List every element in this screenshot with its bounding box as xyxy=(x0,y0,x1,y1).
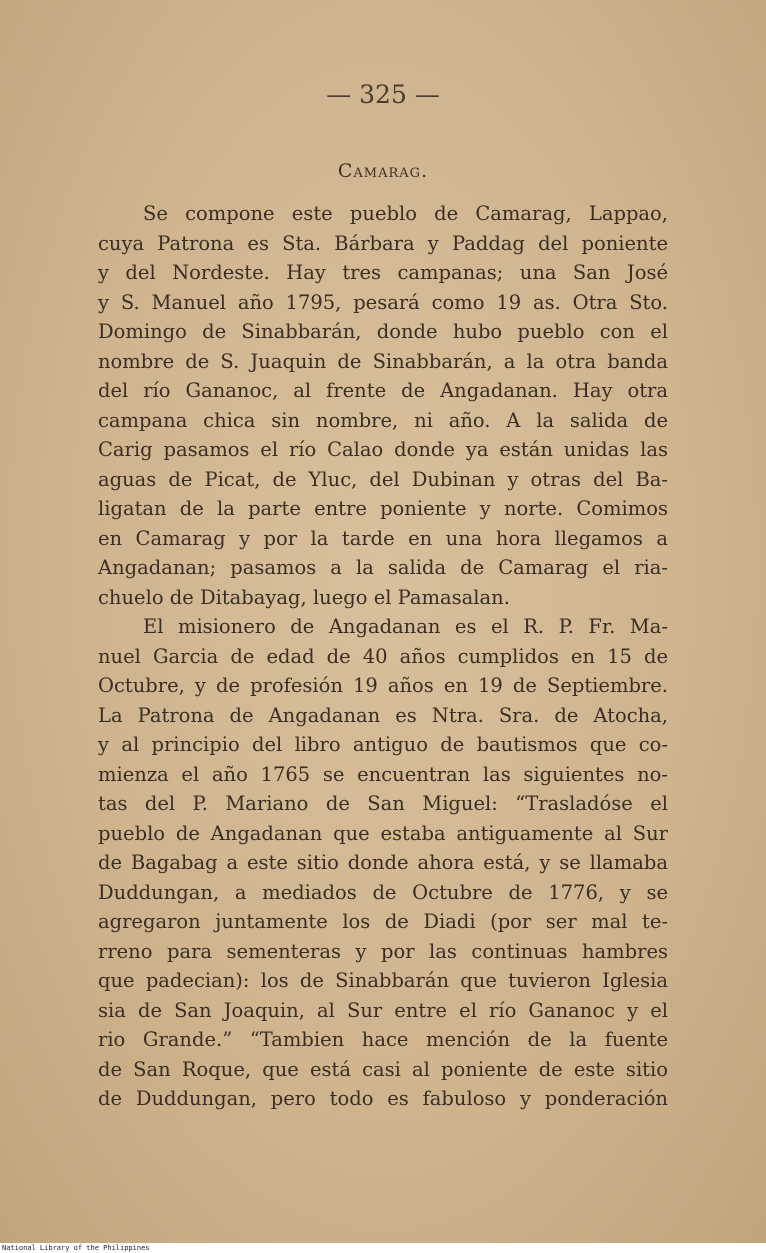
text-line: y al principio del libro antiguo de bautismos que co- xyxy=(98,733,668,756)
text-line: Domingo de Sinabbarán, donde hubo pueblo con el xyxy=(98,320,668,343)
text-line: El misionero de Angadanan es el R. P. Fr. Ma- xyxy=(143,615,668,638)
text-line: de Bagabag a este sitio donde ahora está, y se llamaba xyxy=(98,851,668,874)
text-line: mienza el año 1765 se encuentran las siguientes no- xyxy=(98,762,668,786)
text-line: La Patrona de Angadanan es Ntra. Sra. de Atocha, xyxy=(98,703,668,727)
text-line: rio Grande.” “Tambien hace mención de la fuente xyxy=(98,1028,668,1051)
text-line: Duddungan, a mediados de Octubre de 1776, y se xyxy=(98,880,668,904)
text-line: ligatan de la parte entre poniente y norte. Comimos xyxy=(98,497,668,520)
text-line: de Duddungan, pero todo es fabuloso y ponderación xyxy=(98,1087,668,1110)
text-line: nombre de S. Juaquin de Sinabbarán, a la otra banda xyxy=(98,349,668,373)
text-line: rreno para sementeras y por las continuas hambres xyxy=(98,939,668,963)
text-line: campana chica sin nombre, ni año. A la salida de xyxy=(98,408,668,432)
text-line: chuelo de Ditabayag, luego el Pamasalan. xyxy=(98,585,510,609)
text-line: nuel Garcia de edad de 40 años cumplidos en 15 de xyxy=(98,644,668,668)
section-heading: Camarag. xyxy=(337,160,429,182)
text-line: aguas de Picat, de Yluc, del Dubinan y otras del Ba- xyxy=(98,467,668,491)
text-line: Carig pasamos el río Calao donde ya están unidas las xyxy=(98,438,668,461)
text-line: del río Gananoc, al frente de Angadanan. Hay otra xyxy=(98,379,668,402)
footer-credit: National Library of the Philippines xyxy=(2,1244,150,1252)
text-line: y S. Manuel año 1795, pesará como 19 as. Otra Sto. xyxy=(98,290,668,314)
text-line: Se compone este pueblo de Camarag, Lappao, xyxy=(143,202,668,225)
text-line: que padecian): los de Sinabbarán que tuvieron Iglesia xyxy=(98,969,668,992)
text-line: Octubre, y de profesión 19 años en 19 de Septiembre. xyxy=(98,674,668,697)
text-line: de San Roque, que está casi al poniente de este sitio xyxy=(98,1057,668,1081)
text-line: agregaron juntamente los de Diadi (por ser mal te- xyxy=(98,910,668,933)
text-line: tas del P. Mariano de San Miguel: “Trasladóse el xyxy=(98,792,668,815)
text-line: sia de San Joaquin, al Sur entre el río Gananoc y el xyxy=(98,998,668,1022)
text-line: cuya Patrona es Sta. Bárbara y Paddag del poniente xyxy=(98,231,668,255)
text-line: pueblo de Angadanan que estaba antiguamente al Sur xyxy=(98,821,668,845)
text-line: Angadanan; pasamos a la salida de Camarag el ria- xyxy=(98,556,668,579)
body-text xyxy=(98,199,668,1114)
page-number: — 325 — xyxy=(326,80,440,109)
text-line: y del Nordeste. Hay tres campanas; una San José xyxy=(98,261,668,284)
text-line: en Camarag y por la tarde en una hora llegamos a xyxy=(98,526,668,550)
